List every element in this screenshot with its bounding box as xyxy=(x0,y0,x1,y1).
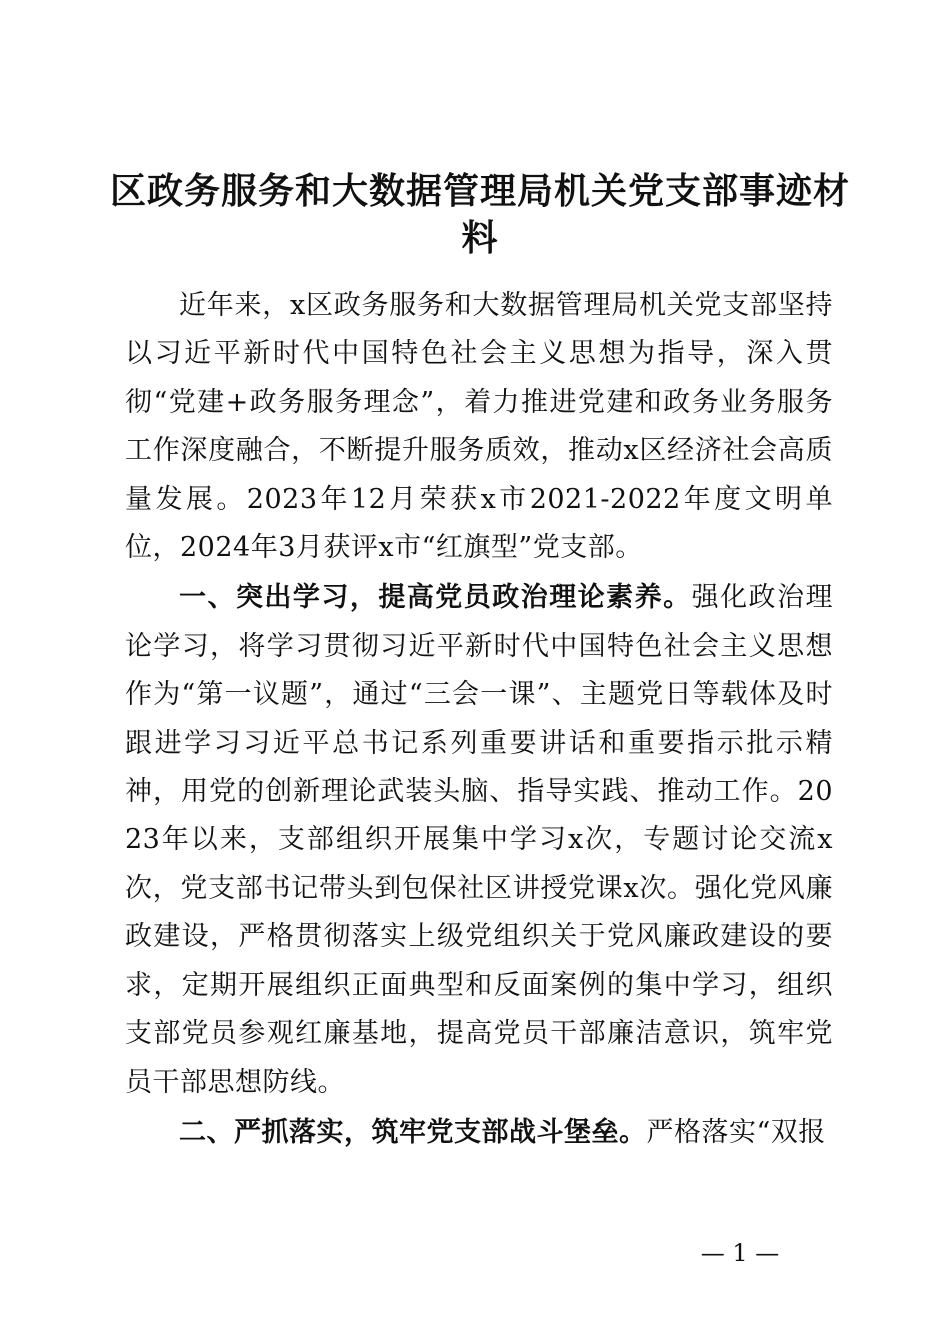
section-1-heading: 一、突出学习，提高党员政治理论素养。 xyxy=(179,582,692,614)
document-body xyxy=(125,282,833,1159)
paragraph-intro-text: 近年来，x区政务服务和大数据管理局机关党支部坚持以习近平新时代中国特色社会主义思想为指导，深入贯彻“党建+政务服务理念”，着力推进党建和政务业务服务工作深度融合，不断提升服务质效，推动x区经济社会高质量发展。2023年12月荣获x市2021-2022年度文明单位，2024年3月获评x市“红旗型”党支部。 xyxy=(125,290,833,564)
page-number: — 1 — xyxy=(700,1239,780,1267)
section-2-heading: 二、严抓落实，筑牢党支部战斗堡垒。 xyxy=(179,1116,647,1148)
document-title: 区政务服务和大数据管理局机关党支部事迹材料 xyxy=(110,171,851,259)
section-1-text: 强化政治理论学习，将学习贯彻习近平新时代中国特色社会主义思想作为“第一议题”，通过“三会一课”、主题党日等载体及时跟进学习习近平总书记系列重要讲话和重要指示批示精神，用党的创新理论武装头脑、指导实践、推动工作。2023年以来，支部组织开展集中学习x次，专题讨论交流x次，党支部书记带头到包保社区讲授党课x次。强化党风廉政建设，严格贯彻落实上级党组织关于党风廉政建设的要求，定期开展组织正面典型和反面案例的集中学习，组织支部党员参观红廉基地，提高党员干部廉洁意识，筑牢党员干部思想防线。 xyxy=(125,582,834,1098)
paragraph-section-1 xyxy=(125,574,833,1106)
paragraph-section-2 xyxy=(125,1109,833,1157)
paragraph-intro xyxy=(125,282,833,572)
section-2-text: 严格落实“双报 xyxy=(646,1116,826,1148)
